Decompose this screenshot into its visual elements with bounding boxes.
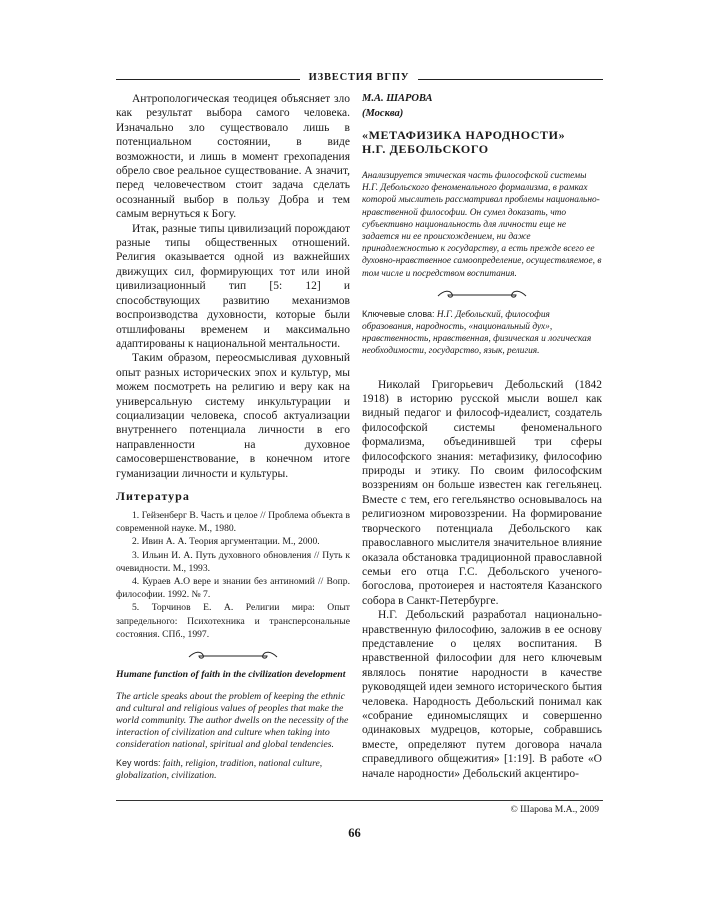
reference-item: 4. Кураев А.О вере и знании без антиномий // Вопр. философии. 1992. № 7. [116, 575, 350, 601]
reference-item: 5. Торчинов Е. А. Религии мира: Опыт запредельного: Психотехника и трансперсональные состояния. СПб., 1997. [116, 602, 350, 640]
keywords-label: Ключевые слова: [362, 308, 435, 319]
literature-heading: Литература [116, 488, 190, 503]
paragraph: Таким образом, переосмысливая духовный опыт разных исторических эпох и культур, мы можем посмотреть на религию и веру как на универсальную систему инкультурации и социализации человека, способ актуализации внутреннего потенциала личности в его направленности на духовное самосовершенствование, в конечном итоге гуманизации личности и культуры. [116, 352, 350, 480]
keywords-text: Н.Г. Дебольский, философия образования, народность, «национальный дух», нравственность, нравственная, физическая и логическая необходимости, государство, язык, религия. [362, 309, 592, 357]
right-body [362, 378, 602, 781]
ornament-divider [185, 649, 281, 661]
header-rule-right [418, 79, 603, 80]
paragraph: Николай Григорьевич Дебольский (1842 1918) в историю русской мысли вошел как видный педагог и философ-идеалист, создатель философской системы феноменального формализма, объединившей три сферы философского знания: метафизику, философию природы и этику. По своим философским воззрениям он больше известен как гегельянец. Вместе с тем, его гегельянство основывалось на религиозном мировоззрении. На формирование творческого потенциала Дебольского как православного мыслителя значительное влияние оказала обстановка традиционной православной семьи его отца Г.С. Дебольского ученого-богослова, протоиерея и настоятеля Казанского собора в Санкт-Петербурге. [362, 378, 602, 607]
paragraph: Н.Г. Дебольский разработал национально-нравственную философию, заложив в ее основу представление о целях воспитания. В нравственной философии для него ключевым являлось понятие народности в качестве руководящей идеи земного исторического бытия человека. Народность Дебольский понимал как «собрание единомыслящих и совершенно одинаковых мудрецов, которые, собравшись вместе, определяют путем договора начала справедливого общежития» [1:19]. В работе «О начале народности» Дебольский акцентиро- [362, 609, 602, 780]
author-city: (Москва) [362, 108, 404, 119]
author-name: М.А. ШАРОВА [362, 93, 433, 104]
reference-item: 1. Гейзенберг В. Часть и целое // Проблема объекта в современной науке. М., 1980. [116, 509, 350, 535]
copyright: © Шарова М.А., 2009 [510, 804, 599, 815]
reference-item: 3. Ильин И. А. Путь духовного обновления // Путь к очевидности. М., 1993. [116, 549, 350, 574]
footer-rule [116, 800, 603, 801]
left-body [116, 92, 350, 481]
journal-title: ИЗВЕСТИЯ ВГПУ [308, 72, 410, 83]
paragraph: Итак, разные типы цивилизаций порождают разные типы общественных отношений. Религия оказывается одной из важнейших движущих сил, формирующих тот или иной цивилизационный тип [5: 12] и способствующих развитию механизмов воспроизводства духовности, которые были отшлифованы временем и максимально адаптированы к национальной ментальности. [116, 222, 350, 350]
english-keywords [116, 757, 350, 782]
russian-keywords [362, 308, 602, 358]
ornament-divider [434, 288, 530, 300]
article-title-line: Н.Г. ДЕБОЛЬСКОГО [362, 142, 489, 156]
keywords-label: Key words: [116, 758, 161, 768]
paragraph: Антропологическая теодицея объясняет зло как результат выбора самого человека. Изначально зло существовало лишь в потенциальном состоянии, в виде возможности, и лишь в момент грехопадения обрело свое реальное существование. А значит, перед человечеством стоит задача сделать осознанный выбор в пользу Добра и тем самым вернуться к Богу. [116, 93, 350, 221]
article-title-line: «МЕТАФИЗИКА НАРОДНОСТИ» [362, 128, 566, 142]
keywords-text: faith, religion, tradition, national culture, globalization, civilization. [116, 758, 323, 781]
header-rule-left [116, 79, 300, 80]
left-column [116, 92, 350, 782]
english-title: Humane function of faith in the civilization development [116, 669, 346, 680]
right-column [362, 92, 602, 781]
reference-list [116, 509, 350, 641]
english-abstract: The article speaks about the problem of keeping the ethnic and cultural and religious values of peoples that make the world community. The author dwells on the necessity of the interaction of civilization and culture when taking into consideration national, spiritual and global tendencies. [116, 691, 349, 750]
reference-item: 2. Ивин А. А. Теория аргументации. М., 2000. [132, 536, 320, 548]
article-abstract: Анализируется этическая часть философской системы Н.Г. Дебольского феноменального формализма, в рамках которой мыслитель рассматривал проблемы национально-нравственной философии. Он сумел доказать, что субъективно национальность для личности еще не задается ни ее происхождением, ни даже принадлежностью к государству, а есть прежде всего ее духовно-нравственное самоопределение, осуществляемое, в том числе и посредством воспитания. [362, 171, 602, 279]
article-title [362, 128, 602, 156]
page-number: 66 [348, 826, 361, 840]
running-header [116, 72, 603, 86]
